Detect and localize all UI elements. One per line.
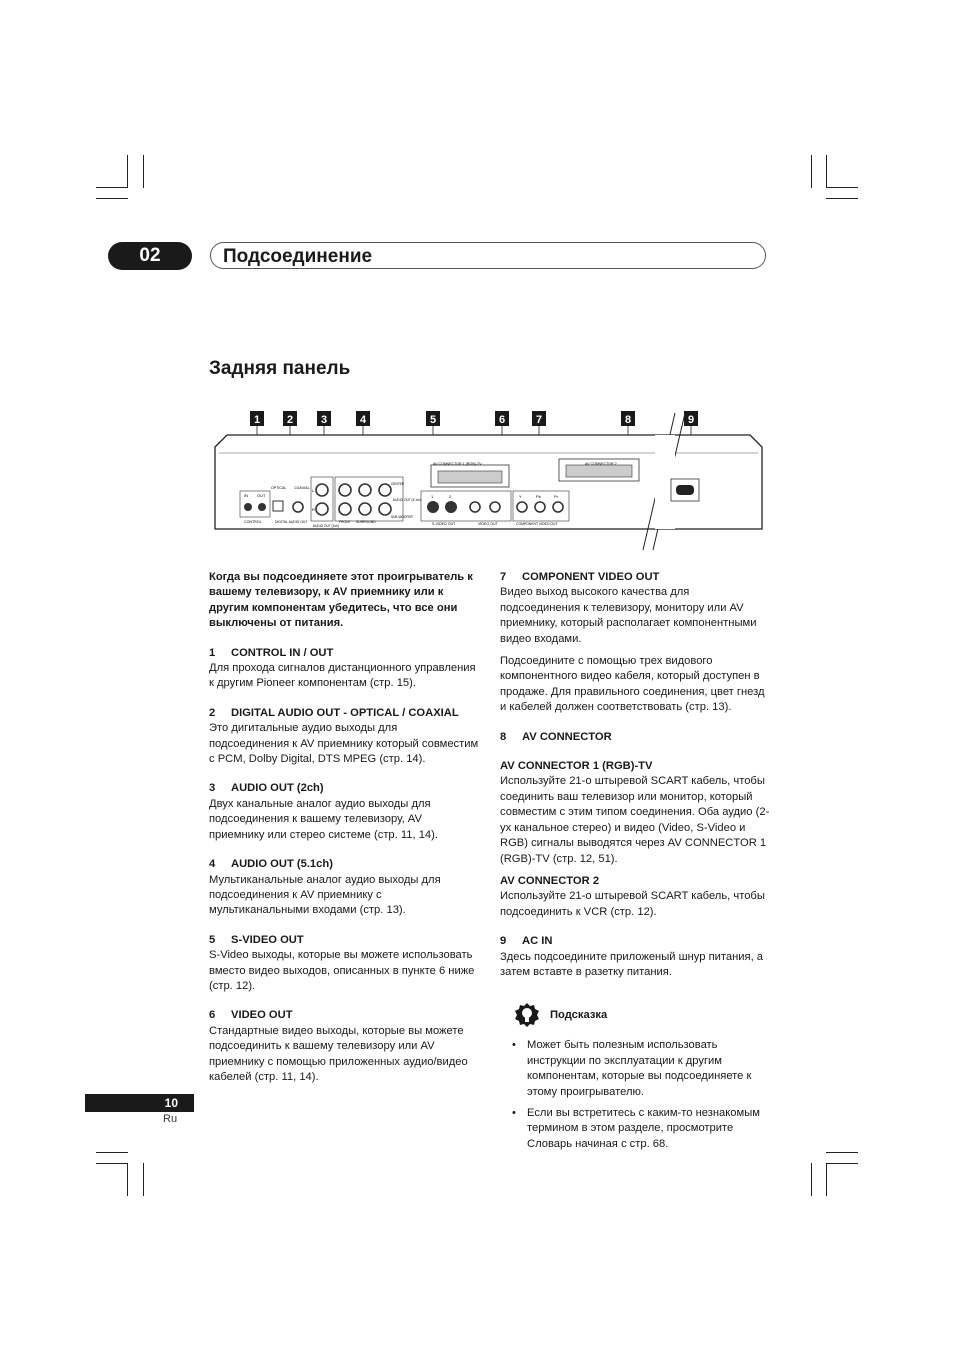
crop-mark xyxy=(96,187,128,188)
item-heading: 6 VIDEO OUT xyxy=(209,1009,293,1022)
item-text: S-Video выходы, которые вы можете использовать вместо видео выходов, описанных в пункте 6 ниже (стр. 12). xyxy=(209,949,475,992)
callout-5-label: 5 xyxy=(429,414,437,426)
label-l: L xyxy=(312,488,315,493)
label-r: R xyxy=(312,507,315,512)
page-language: Ru xyxy=(163,1113,178,1125)
item-heading: 8 AV CONNECTOR xyxy=(500,730,612,743)
crop-mark xyxy=(826,155,827,188)
label-video-out: VIDEO OUT xyxy=(478,522,498,526)
chapter-number: 02 xyxy=(108,242,192,270)
crop-mark xyxy=(826,187,858,188)
label-av-connector-1: AV CONNECTOR 1 (RGB)-TV xyxy=(433,462,482,466)
item-text: Для прохода сигналов дистанционного управления к другим Pioneer компонентам (стр. 15). xyxy=(209,662,476,690)
label-av-connector-2: AV CONNECTOR 2 xyxy=(585,462,617,466)
item-text: Используйте 21-о штыревой SCART кабель, чтобы соединить ваш телевизор или монитор, который совместим с этим типом соединения. Оба аудио (2-ух канальное стерео) и видео (Video, S-Video и RGB) сигналы выводятся через AV CONNECTOR 1 (RGB)-TV (стр. 12, 51). xyxy=(500,775,770,865)
item-text: Подсоедините с помощью трех видового компонентного видео кабеля, который доступен в продаже. Для правильного соединения, цвет гнезд и кабелей должен соответствовать (стр. 13). xyxy=(500,655,765,714)
crop-mark xyxy=(826,1152,858,1153)
label-two: 2 xyxy=(449,494,452,499)
tip-list xyxy=(500,1038,770,1152)
label-out: OUT xyxy=(257,493,266,498)
crop-mark xyxy=(811,1163,812,1196)
crop-mark xyxy=(826,1163,827,1196)
item-heading: 1 CONTROL IN / OUT xyxy=(209,646,334,659)
crop-mark xyxy=(127,155,128,188)
tip-title: Подсказка xyxy=(550,1008,608,1021)
item-heading: 3 AUDIO OUT (2ch) xyxy=(209,782,324,795)
left-column xyxy=(209,570,479,1092)
callout-8-label: 8 xyxy=(624,414,632,426)
crop-mark xyxy=(96,1152,128,1153)
label-s-video-out: S-VIDEO OUT xyxy=(432,522,456,526)
crop-mark xyxy=(96,198,128,199)
label-center: CENTER xyxy=(391,482,405,486)
sub-heading: AV CONNECTOR 1 (RGB)-TV xyxy=(500,760,653,773)
page-number: 10 xyxy=(85,1094,194,1112)
item-text: Мультиканальные аналог аудио выходы для подсоединения к AV приемнику с мультиканальными входами (стр. 13). xyxy=(209,873,441,917)
label-audio-out-51: AUDIO OUT (5.1ch) xyxy=(393,498,422,502)
label-y: Y xyxy=(519,494,522,499)
label-component-video-out: COMPONENT VIDEO OUT xyxy=(516,522,558,526)
item-text: Используйте 21-о штыревой SCART кабель, чтобы подсоединить к VCR (стр. 12). xyxy=(500,890,765,918)
item-heading: 5 S-VIDEO OUT xyxy=(209,933,304,946)
label-in: IN xyxy=(244,493,248,498)
callout-3-label: 3 xyxy=(320,414,328,426)
crop-mark xyxy=(826,198,858,199)
callout-9-label: 9 xyxy=(687,414,695,426)
lightbulb-icon xyxy=(514,1002,540,1028)
crop-mark xyxy=(826,1163,858,1164)
label-digital-audio-out: DIGITAL AUDIO OUT xyxy=(275,520,308,524)
crop-mark xyxy=(143,155,144,188)
label-surround: SURROUND xyxy=(356,520,376,524)
label-coaxial: COAXIAL xyxy=(294,486,310,490)
section-title: Задняя панель xyxy=(209,358,351,379)
label-pr: Pr xyxy=(554,494,558,499)
right-column xyxy=(500,570,770,1158)
intro-text: Когда вы подсоединяете этот проигрыватель к вашему телевизору, к AV приемнику или к другим компонентам убедитесь, что все они выключены от питания. xyxy=(209,571,473,630)
label-sub-woofer: SUB WOOFER xyxy=(391,515,413,519)
label-pb: Pb xyxy=(536,494,541,499)
item-text: Это дигитальные аудио выходы для подсоединения к AV приемнику который совместим с PCM, Dolby Digital, DTS MPEG (стр. 14). xyxy=(209,722,479,766)
chapter-title: Подсоединение xyxy=(210,242,766,269)
label-optical: OPTICAL xyxy=(271,486,287,490)
item-heading: 9 AC IN xyxy=(500,935,553,948)
tip-bullet: • Может быть полезным использовать инструкции по эксплуатации к другим компонентам, которые вы подсоединяете к этому проигрывателю. xyxy=(500,1038,770,1100)
callout-1-label: 1 xyxy=(253,414,261,426)
item-text: Стандартные видео выходы, которые вы можете подсоединить к вашему телевизору или AV приемнику с помощью приложенных аудио/видео кабелей (стр. 11, 14). xyxy=(209,1024,468,1083)
tip-header xyxy=(500,1002,770,1028)
label-audio-out-2ch: AUDIO OUT (2ch) xyxy=(313,524,339,528)
item-text: Здесь подсоедините приложеный шнур питания, а затем вставте в разетку питания. xyxy=(500,950,764,978)
item-heading: 4 AUDIO OUT (5.1ch) xyxy=(209,858,333,871)
callout-7-label: 7 xyxy=(535,414,543,426)
crop-mark xyxy=(127,1163,128,1196)
label-control: CONTROL xyxy=(244,520,262,524)
crop-mark xyxy=(143,1163,144,1196)
tip-bullet: • Если вы встретитесь с каким-то незнакомым термином в этом разделе, просмотрите Словарь начиная с стр. 68. xyxy=(500,1106,770,1152)
item-heading: 2 DIGITAL AUDIO OUT - OPTICAL / COAXIAL xyxy=(209,706,459,719)
label-one: 1 xyxy=(431,494,434,499)
item-heading: 7 COMPONENT VIDEO OUT xyxy=(500,571,660,583)
crop-mark xyxy=(96,1163,128,1164)
crop-mark xyxy=(811,155,812,188)
callout-2-label: 2 xyxy=(286,414,294,426)
callout-4-label: 4 xyxy=(359,414,367,426)
item-text: Двух канальные аналог аудио выходы для подсоединения к вашему телевизору, AV приемнику или стерео системе (стр. 11, 14). xyxy=(209,797,438,841)
label-front: FRONT xyxy=(339,520,351,524)
rear-panel-diagram xyxy=(205,405,775,555)
callout-6-label: 6 xyxy=(498,414,506,426)
sub-heading: AV CONNECTOR 2 xyxy=(500,874,600,887)
item-text: Видео выход высокого качества для подсоединения к телевизору, монитору или AV приемнику, который располагает компонентными видео входами. xyxy=(500,586,757,645)
